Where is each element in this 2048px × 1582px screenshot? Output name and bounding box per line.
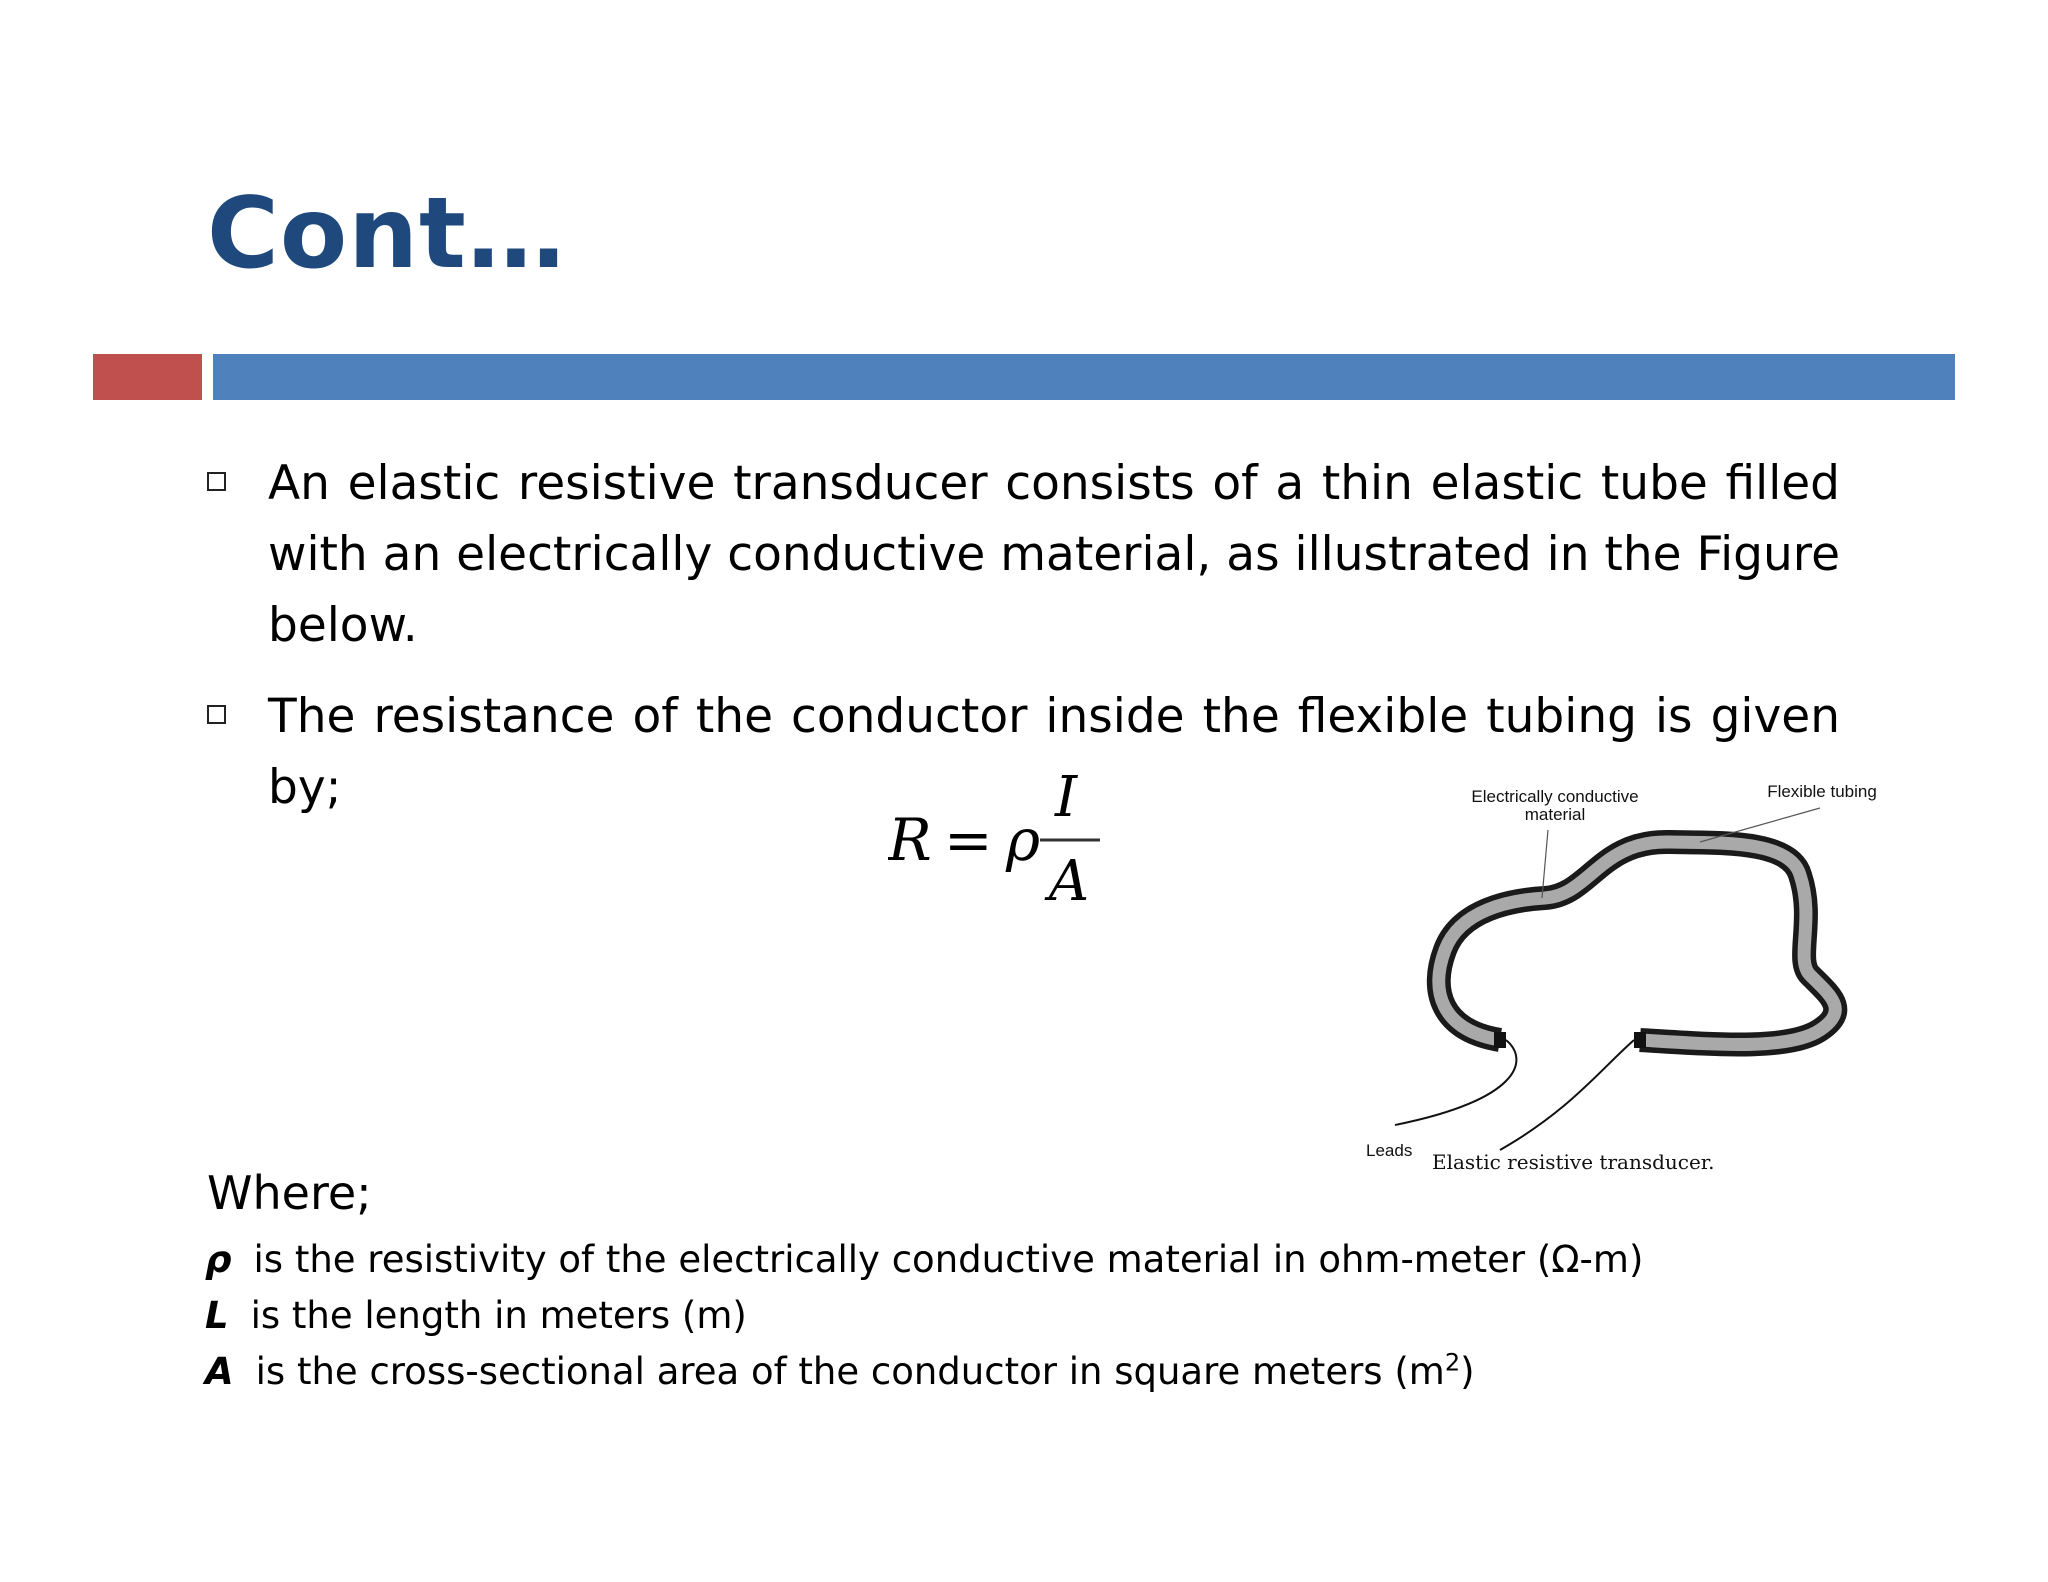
definition-symbol: L <box>205 1294 229 1337</box>
figure-label-leads: Leads <box>1366 1141 1413 1160</box>
definition-symbol: ρ <box>205 1238 232 1281</box>
bullet-square-icon <box>207 705 226 724</box>
formula-rho: ρ <box>1006 806 1041 874</box>
bullet-square-icon <box>207 472 226 491</box>
formula-equals: = <box>944 806 993 874</box>
figure-label-conductive-line1: Electrically conductive <box>1471 787 1639 806</box>
figure-label-conductive-line2: material <box>1524 805 1586 824</box>
formula-lhs: R <box>888 806 932 874</box>
lead-wire-right <box>1500 1040 1634 1150</box>
definition-symbol: A <box>205 1350 234 1393</box>
where-label: Where; <box>207 1166 372 1220</box>
definition-item <box>205 1232 1643 1288</box>
definition-item <box>205 1288 1643 1344</box>
definition-list <box>205 1232 1643 1400</box>
flexible-tube-drawing <box>1439 842 1835 1045</box>
bullet-text: An elastic resistive transducer consists of a thin elastic tube filled with an electrically conductive material, as illustrated in the Figure below. <box>268 456 1840 653</box>
lead-connector-right <box>1634 1032 1646 1048</box>
definition-text: is the resistivity of the electrically conductive material in ohm-meter (Ω-m) <box>253 1238 1644 1281</box>
bullet-text: The resistance of the conductor inside the flexible tubing is given by; <box>268 689 1840 815</box>
definition-text: is the cross-sectional area of the conductor in square meters (m <box>255 1350 1445 1393</box>
title-accent-bar-red <box>93 354 202 400</box>
resistance-formula <box>888 768 1108 918</box>
definition-item <box>205 1344 1643 1400</box>
lead-connector-left <box>1494 1032 1506 1048</box>
formula-denominator: A <box>1048 849 1090 914</box>
definition-text-tail: ) <box>1460 1350 1475 1393</box>
superscript-2: 2 <box>1444 1348 1461 1377</box>
title-accent-bar-blue <box>213 354 1955 400</box>
definition-text: is the length in meters (m) <box>250 1294 747 1337</box>
figure-caption: Elastic resistive transducer. <box>1432 1150 1715 1174</box>
elastic-transducer-figure <box>1360 770 1900 1180</box>
slide-title: Cont… <box>207 177 566 291</box>
figure-label-tubing: Flexible tubing <box>1767 782 1877 801</box>
formula-numerator: I <box>1054 768 1078 830</box>
bullet-item <box>207 448 1840 661</box>
lead-wire-left <box>1395 1040 1516 1125</box>
